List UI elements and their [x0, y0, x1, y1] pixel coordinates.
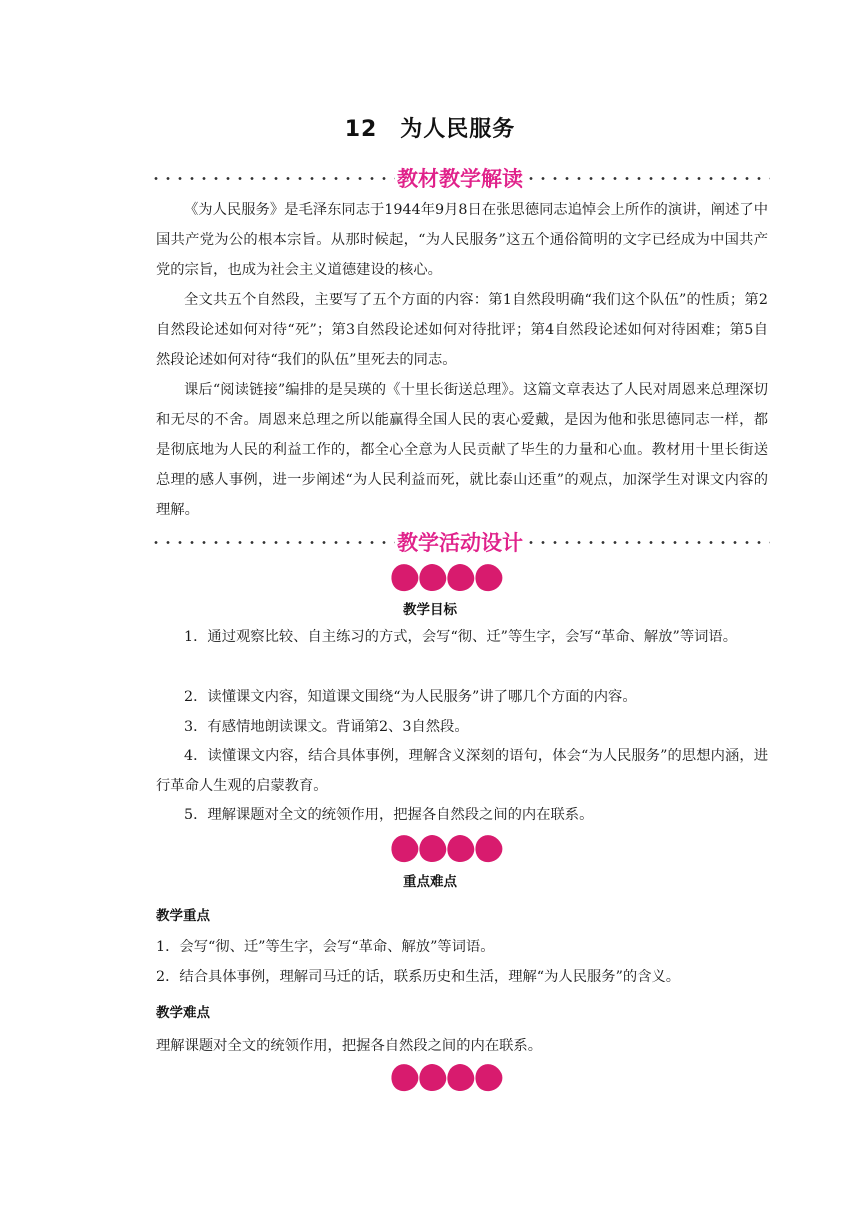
objective-item-2: 2．读懂课文内容，知道课文围绕“为人民服务”讲了哪几个方面的内容。: [184, 689, 637, 705]
dotted-divider-left: [150, 177, 395, 180]
lesson-title: 12 为人民服务: [344, 117, 516, 142]
objective-item-4: 4．读懂课文内容，结合具体事例，理解含义深刻的语句，体会“为人民服务”的思想内涵，进行革命人生观的启蒙教育。: [156, 748, 768, 794]
dotted-divider-right: [525, 177, 770, 180]
difficulty-label: 教学难点: [156, 1005, 210, 1021]
focus-item-2: 2．结合具体事例，理解司马迁的话，联系历史和生活，理解“为人民服务”的含义。: [156, 969, 681, 985]
section-title-interpretation: 教材教学解读: [397, 167, 523, 191]
key-points-heading: 重点难点: [403, 874, 457, 890]
section-header-interpretation: [150, 164, 770, 192]
objective-item-3: 3．有感情地朗读课文。背诵第2、3自然段。: [184, 719, 469, 735]
section-header-design: [150, 528, 770, 556]
objective-item-1: 1．通过观察比较、自主练习的方式，会写“彻、迁”等生字，会写“革命、解放”等词语。: [184, 629, 738, 645]
intro-paragraph-3: 课后“阅读链接”编排的是吴瑛的《十里长街送总理》。这篇文章表达了人民对周恩来总理深切和无尽的不舍。周恩来总理之所以能赢得全国人民的衷心爱戴，是因为他和张思德同志一样，都是彻底地为人民的利益工作的，都全心全意为人民贡献了毕生的力量和心血。教材用十里长街送总理的感人事例，进一步阐述“为人民利益而死，就比泰山还重”的观点，加深学生对课文内容的理解。: [156, 382, 768, 518]
objective-item-5: 5．理解课题对全文的统领作用，把握各自然段之间的内在联系。: [184, 807, 594, 823]
petal-ornament-icon: [387, 1061, 503, 1093]
dotted-divider-right: [525, 541, 770, 544]
dotted-divider-left: [150, 541, 395, 544]
petal-ornament-icon: [387, 561, 503, 593]
section-title-design: 教学活动设计: [397, 531, 523, 555]
intro-paragraph-1: 《为人民服务》是毛泽东同志于1944年9月8日在张思德同志追悼会上所作的演讲，阐述了中国共产党为公的根本宗旨。从那时候起，“为人民服务”这五个通俗简明的文字已经成为中国共产党的宗旨，也成为社会主义道德建设的核心。: [156, 202, 768, 278]
intro-paragraph-2: 全文共五个自然段，主要写了五个方面的内容：第1自然段明确“我们这个队伍”的性质；第2自然段论述如何对待“死”；第3自然段论述如何对待批评；第4自然段论述如何对待困难；第5自然段论述如何对待“我们的队伍”里死去的同志。: [156, 292, 768, 368]
focus-item-1: 1．会写“彻、迁”等生字，会写“革命、解放”等词语。: [156, 939, 495, 955]
difficulty-text: 理解课题对全文的统领作用，把握各自然段之间的内在联系。: [156, 1038, 543, 1054]
objectives-heading: 教学目标: [403, 602, 457, 618]
focus-label: 教学重点: [156, 908, 210, 924]
petal-ornament-icon: [387, 832, 503, 864]
